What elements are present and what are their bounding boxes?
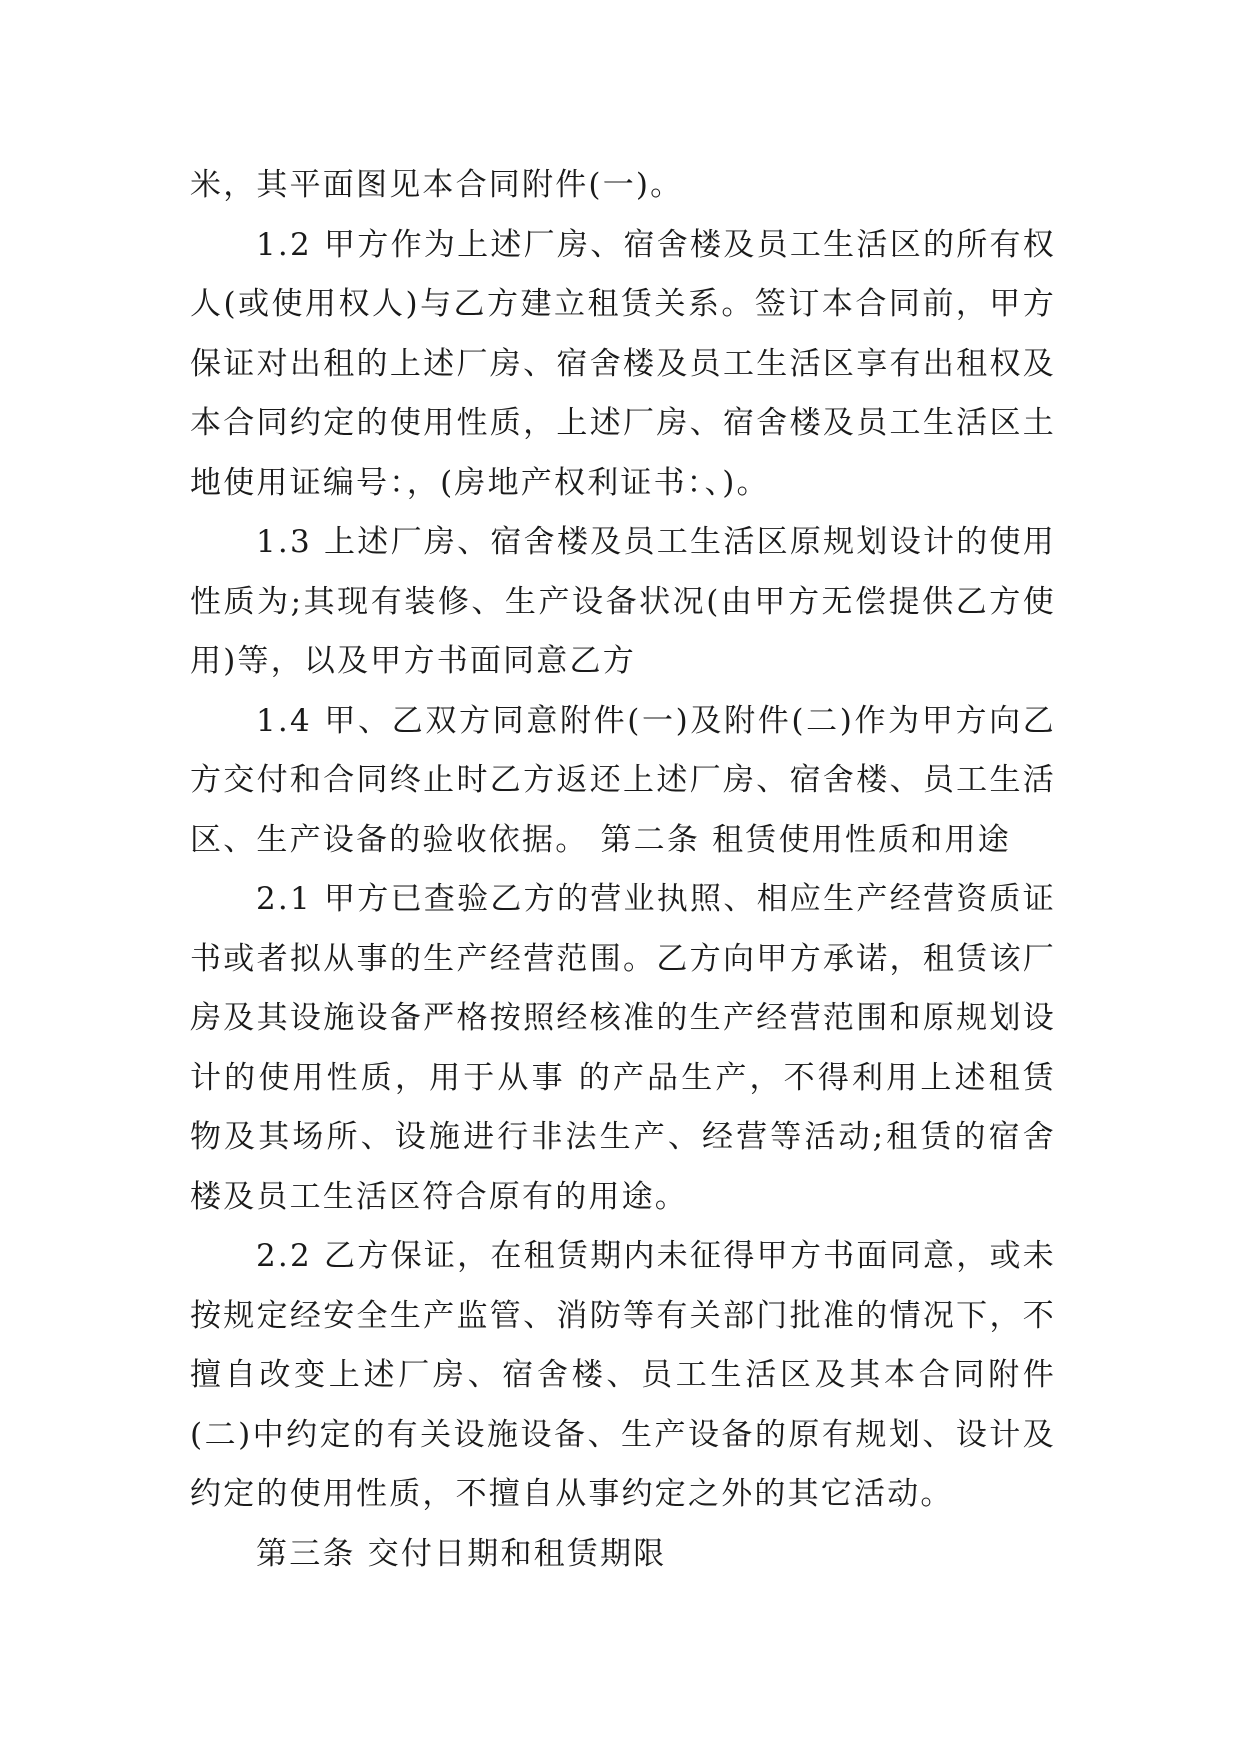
- document-body: [190, 156, 1056, 1584]
- paragraph-clause-2-2: 2.2 乙方保证，在租赁期内未征得甲方书面同意，或未按规定经安全生产监管、消防等有关部门批准的情况下，不擅自改变上述厂房、宿舍楼、员工生活区及其本合同附件(二)中约定的有关设施设备、生产设备的原有规划、设计及约定的使用性质，不擅自从事约定之外的其它活动。: [190, 1238, 1056, 1512]
- paragraph-clause-1-2: 1.2 甲方作为上述厂房、宿舍楼及员工生活区的所有权人(或使用权人)与乙方建立租赁关系。签订本合同前，甲方保证对出租的上述厂房、宿舍楼及员工生活区享有出租权及本合同约定的使用性质，上述厂房、宿舍楼及员工生活区土地使用证编号：，(房地产权利证书：、)。: [190, 226, 1056, 501]
- paragraph-clause-1-3: 1.3 上述厂房、宿舍楼及员工生活区原规划设计的使用性质为;其现有装修、生产设备状况(由甲方无偿提供乙方使用)等，以及甲方书面同意乙方: [190, 524, 1056, 679]
- paragraph-clause-1-4: 1.4 甲、乙双方同意附件(一)及附件(二)作为甲方向乙方交付和合同终止时乙方返还上述厂房、宿舍楼、员工生活区、生产设备的验收依据。 第二条 租赁使用性质和用途: [190, 702, 1056, 858]
- section-heading-article-3: 第三条 交付日期和租赁期限: [256, 1535, 667, 1572]
- paragraph-floor-plan-reference: 米，其平面图见本合同附件(一)。: [190, 167, 684, 203]
- paragraph-clause-2-1: 2.1 甲方已查验乙方的营业执照、相应生产经营资质证书或者拟从事的生产经营范围。乙方向甲方承诺，租赁该厂房及其设施设备严格按照经核准的生产经营范围和原规划设计的使用性质，用于从事 的产品生产，不得利用上述租赁物及其场所、设施进行非法生产、经营等活动;租赁的宿舍楼及员工生活区符合原有的用途。: [190, 881, 1056, 1215]
